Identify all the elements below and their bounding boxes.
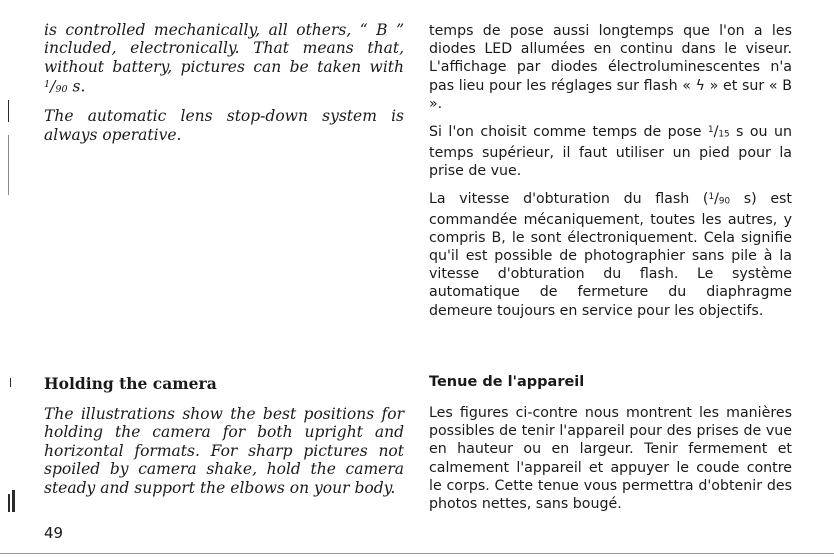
french-slow-text: Si l'on choisit comme temps de pose — [429, 123, 708, 140]
margin-scan-mark — [8, 100, 9, 122]
french-flash-fraction-denominator: 90 — [718, 196, 731, 207]
english-column-top — [44, 21, 404, 144]
french-column-bottom — [429, 404, 792, 513]
french-column-top — [429, 22, 792, 320]
french-heading: Tenue de l'appareil — [429, 374, 585, 390]
margin-scan-mark — [8, 494, 10, 512]
french-slow-fraction-denominator: 15 — [718, 129, 730, 140]
page-number: 49 — [44, 524, 64, 542]
french-flash-paragraph: La vitesse d'obturation du flash ($^1$/90 s) est commandée mécaniquement, toutes les autres, y compris B, le sont électroniquement. Cela signifie qu'il est possible de photographier sans pile à la vitesse d'obturation du flash. Le système automatique de fermeture du diaphragme demeure toujours en service pour les objectifs. — [429, 190, 792, 319]
french-slow-suffix: s ou un temps supérieur, il faut utiliser un pied pour la prise de vue. — [429, 123, 792, 179]
french-holding-paragraph: Les figures ci-contre nous montrent les manières possibles de tenir l'appareil pour des prises de vue en hauteur ou en largeur. Tenir fermement et calmement l'appareil et appuyer le coude contre le corps. Cette tenue vous permettra d'obtenir des photos nettes, sans bougé. — [429, 405, 792, 513]
english-flash-suffix: s. — [67, 77, 86, 96]
margin-scan-mark — [12, 490, 15, 512]
page-bottom-edge — [0, 553, 834, 554]
french-flash-suffix: s) est commandée mécaniquement, toutes les autres, y compris B, le sont électroniquement. Cela signifie qu'il est possible de photographier sans pile à la vitesse d'obturation du flash. Le système automatique de fermeture du diaphragme demeure toujours en service pour les objectifs. — [429, 190, 792, 319]
english-heading: Holding the camera — [44, 374, 217, 393]
english-flash-text: is controlled mechanically, all others, “ B ” included, electronically. That means that, without battery, pictures can be taken with — [44, 21, 404, 76]
french-slow-fraction-numerator: 1 — [707, 125, 714, 136]
english-stopdown-paragraph: The automatic lens stop-down system is always operative. — [44, 107, 404, 144]
french-led-paragraph: temps de pose aussi longtemps que l'on a les diodes LED allumées en continu dans le viseur. L'affichage par diodes électroluminescentes n'a pas lieu pour les réglages sur flash « ϟ » et sur « B ». — [429, 23, 792, 112]
french-slow-shutter-paragraph: Si l'on choisit comme temps de pose $^1$/15 s ou un temps supérieur, il faut utiliser un pied pour la prise de vue. — [429, 123, 792, 179]
english-flash-paragraph: is controlled mechanically, all others, “ B ” included, electronically. That means that, without battery, pictures can be taken with $^1$/90 s. — [44, 21, 404, 96]
english-column-bottom — [44, 405, 404, 497]
english-flash-fraction-numerator: 1 — [44, 79, 51, 91]
margin-scan-mark — [10, 378, 11, 387]
margin-scan-mark — [8, 135, 9, 195]
french-flash-text: La vitesse d'obturation du flash ( — [429, 190, 709, 207]
english-holding-paragraph: The illustrations show the best positions for holding the camera for both upright and horizontal formats. For sharp pictures not spoiled by camera shake, hold the camera steady and support the elbows on your body. — [44, 405, 404, 497]
english-flash-fraction-denominator: 90 — [55, 84, 68, 95]
french-flash-fraction-numerator: 1 — [708, 192, 715, 203]
